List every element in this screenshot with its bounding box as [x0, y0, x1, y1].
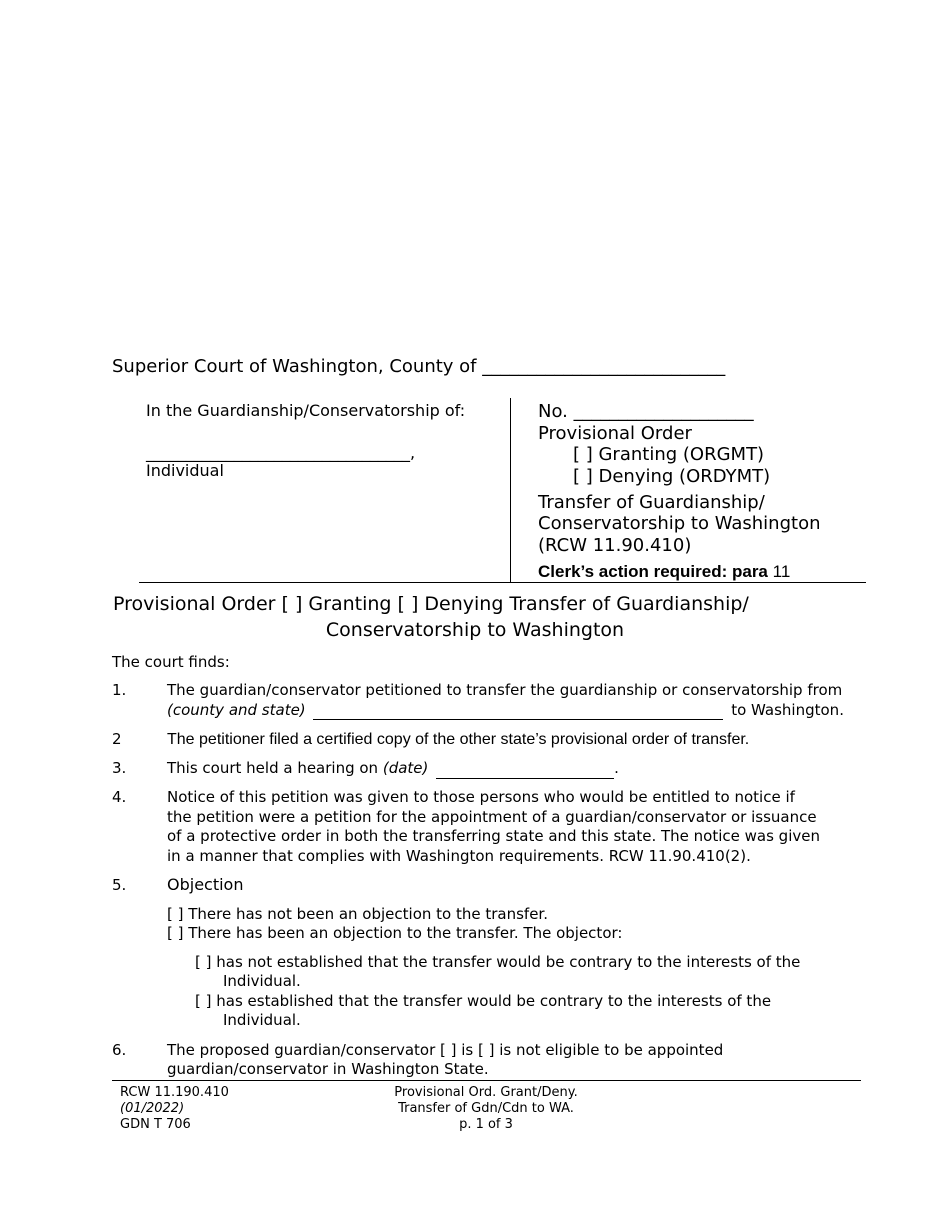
- transfer-title-line2: Conservatorship to Washington: [538, 513, 821, 534]
- footer-rule: [112, 1080, 861, 1081]
- item-1-number: 1.: [112, 681, 127, 699]
- item-2-number: 2: [112, 730, 122, 748]
- county-state-label: (county and state): [167, 700, 306, 719]
- rcw-citation: (RCW 11.90.410): [538, 535, 692, 556]
- individual-name-line[interactable]: _________________________________,: [146, 443, 416, 462]
- established-checkbox[interactable]: [ ] has established that the transfer would be contrary to the interests of the: [195, 992, 772, 1010]
- item-1-line2: [167, 701, 847, 721]
- footer-rcw: RCW 11.190.410: [120, 1085, 229, 1100]
- item-3-number: 3.: [112, 759, 127, 777]
- item-1-text: [167, 681, 847, 720]
- clerk-action-para: 11: [772, 562, 791, 581]
- not-established-cont: Individual.: [223, 972, 301, 990]
- objection-checkbox[interactable]: [ ] There has been an objection to the transfer. The objector:: [167, 924, 623, 942]
- footer-date: (01/2022): [120, 1101, 185, 1116]
- county-state-field[interactable]: [313, 705, 723, 720]
- footer-form-number: GDN T 706: [120, 1117, 191, 1132]
- court-finds-label: The court finds:: [112, 653, 230, 671]
- hearing-date-field[interactable]: [436, 764, 614, 779]
- item-6-line2: guardian/conservator in Washington State.: [167, 1060, 489, 1078]
- item-5-number: 5.: [112, 876, 127, 894]
- eligibility-checkbox-line[interactable]: The proposed guardian/conservator [ ] is [ ] is not eligible to be appointed: [167, 1041, 724, 1059]
- objection-heading: Objection: [167, 875, 244, 894]
- document-title-line2: Conservatorship to Washington: [325, 619, 625, 641]
- individual-label: Individual: [146, 461, 224, 480]
- no-objection-checkbox[interactable]: [ ] There has not been an objection to the transfer.: [167, 905, 548, 923]
- not-established-checkbox[interactable]: [ ] has not established that the transfer would be contrary to the interests of the: [195, 953, 801, 971]
- item-4-text: Notice of this petition was given to those persons who would be entitled to notice if the petition were a petition for the appointment of a guardian/conservator or issuance of a protective order in both the transferring state and this state. The notice was given in a manner that complies with Washington requirements. RCW 11.90.410(2).: [167, 788, 820, 865]
- case-number[interactable]: No. ____________________: [538, 401, 754, 422]
- document-title-line1: Provisional Order [ ] Granting [ ] Denying Transfer of Guardianship/: [113, 593, 749, 615]
- item-1-tail: to Washington.: [731, 700, 844, 719]
- denying-checkbox-option[interactable]: [ ] Denying (ORDYMT): [573, 466, 771, 487]
- footer-title-line2: Transfer of Gdn/Cdn to WA.: [398, 1101, 574, 1116]
- item-3-tail: .: [614, 759, 619, 777]
- footer-title-line1: Provisional Ord. Grant/Deny.: [394, 1085, 578, 1100]
- item-1-line1: The guardian/conservator petitioned to transfer the guardianship or conservatorship from: [167, 681, 843, 699]
- item-6-number: 6.: [112, 1041, 127, 1059]
- clerk-action-note: [538, 562, 790, 582]
- date-label: (date): [382, 759, 429, 777]
- court-name-line: Superior Court of Washington, County of ___________________________: [112, 356, 726, 377]
- item-3-lead: This court held a hearing on: [167, 759, 379, 777]
- order-title: Provisional Order: [538, 423, 692, 444]
- footer-page-number: p. 1 of 3: [459, 1117, 513, 1132]
- granting-checkbox-option[interactable]: [ ] Granting (ORGMT): [573, 444, 765, 465]
- caption-bottom-rule: [139, 582, 866, 583]
- item-4-number: 4.: [112, 788, 127, 806]
- matter-label: In the Guardianship/Conservatorship of:: [146, 401, 466, 420]
- clerk-action-label: Clerk’s action required: para: [538, 562, 768, 581]
- established-cont: Individual.: [223, 1011, 301, 1029]
- caption-vertical-divider: [510, 398, 511, 582]
- item-2-text: The petitioner filed a certified copy of the other state’s provisional order of transfer.: [167, 731, 750, 748]
- item-3-text: [167, 759, 847, 779]
- transfer-title-line1: Transfer of Guardianship/: [538, 492, 765, 513]
